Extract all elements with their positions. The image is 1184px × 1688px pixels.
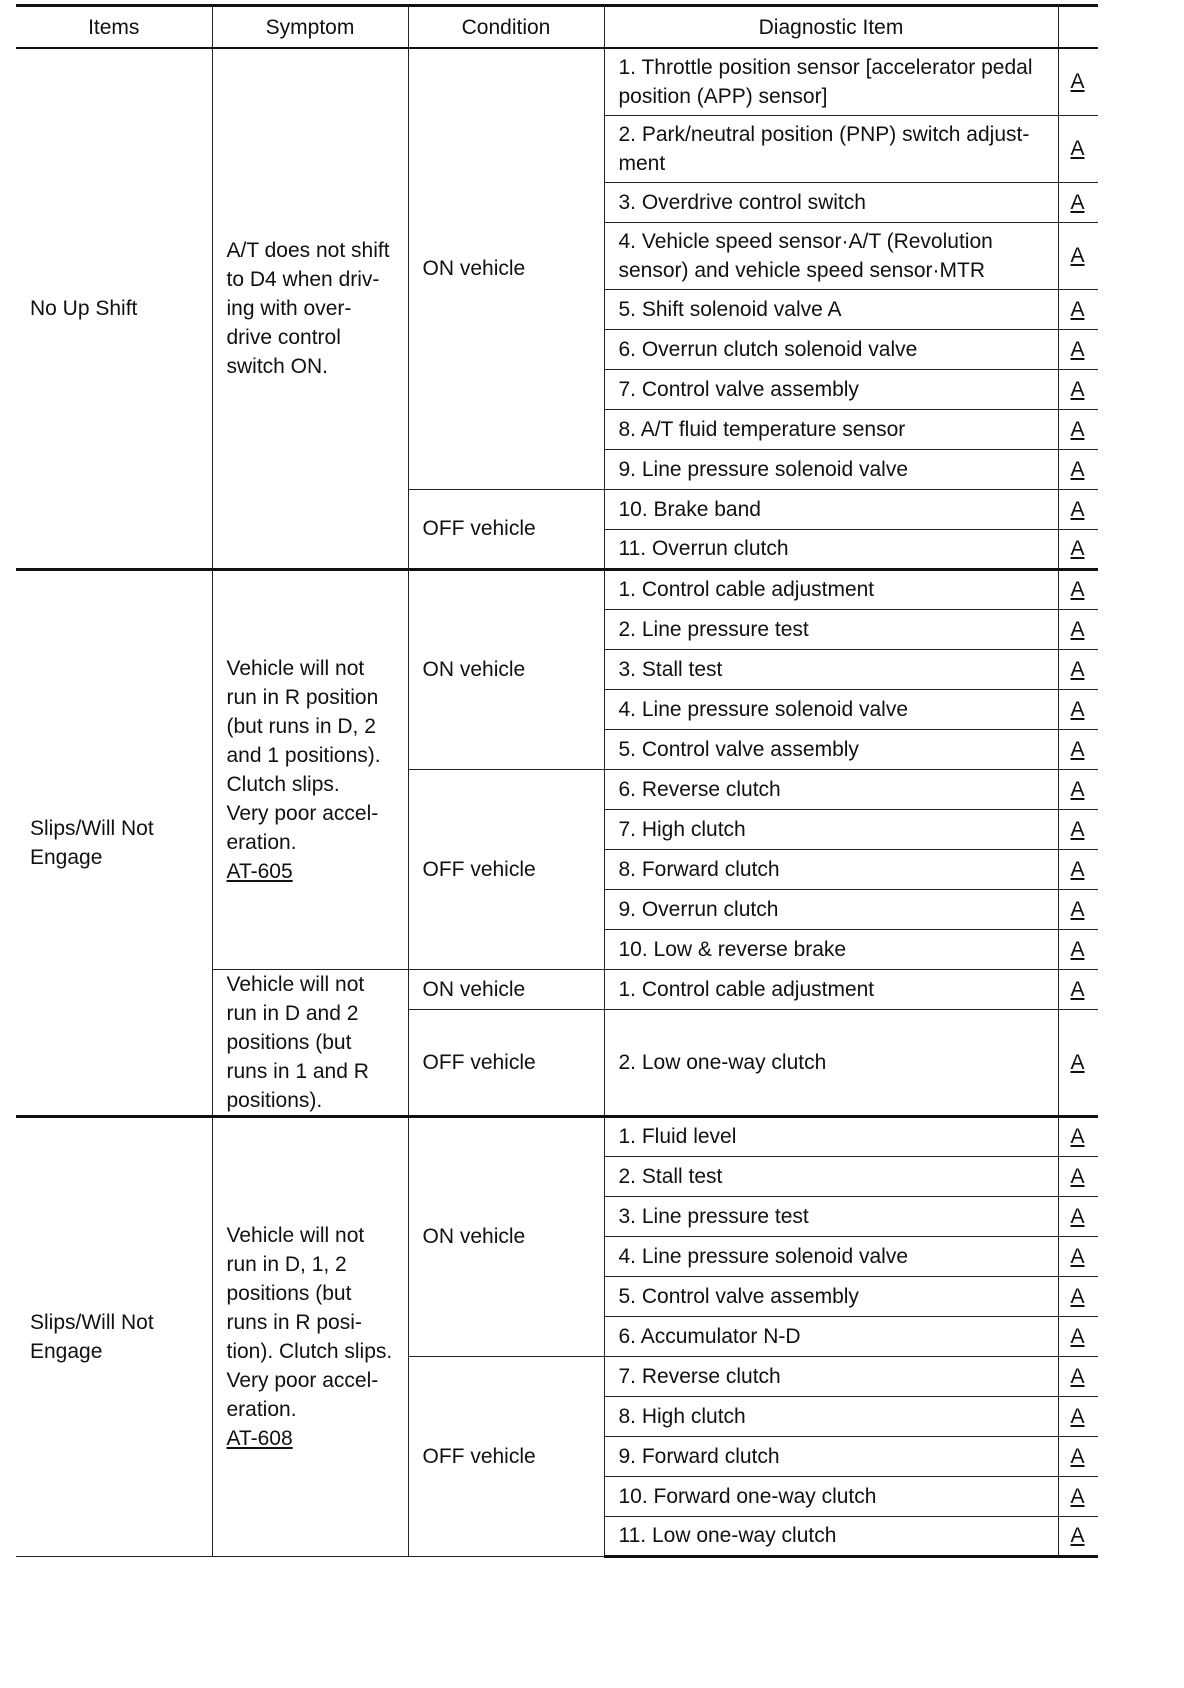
reference-link-cell[interactable] (1058, 929, 1098, 969)
symptom-line: Very poor accel- (226, 1368, 379, 1392)
reference-link[interactable]: A (1070, 377, 1085, 401)
reference-link[interactable]: A (1070, 337, 1085, 361)
diagnostic-item: 1. Throttle position sensor [accelerator pedal position (APP) sensor] (604, 48, 1058, 115)
reference-link-cell[interactable] (1058, 1009, 1098, 1116)
diagnostic-item: 5. Control valve assembly (604, 1276, 1058, 1316)
reference-link[interactable]: A (1070, 137, 1085, 160)
reference-link-cell[interactable] (1058, 369, 1098, 409)
reference-link-cell[interactable] (1058, 889, 1098, 929)
reference-link-cell[interactable] (1058, 329, 1098, 369)
symptom-line: tion). Clutch slips. (226, 1339, 393, 1363)
header-symptom: Symptom (212, 6, 408, 49)
symptom-line: positions (but (226, 1030, 352, 1054)
reference-link[interactable]: A (1070, 190, 1085, 214)
diagnostic-item: 7. Control valve assembly (604, 369, 1058, 409)
reference-link-cell[interactable] (1058, 849, 1098, 889)
item-cell: Slips/Will Not Engage (16, 1116, 212, 1556)
reference-link-cell[interactable] (1058, 409, 1098, 449)
symptom-line: Vehicle will not (226, 972, 365, 996)
diagnostic-item: 6. Reverse clutch (604, 769, 1058, 809)
reference-link[interactable]: A (1070, 1050, 1085, 1074)
reference-link-cell[interactable] (1058, 649, 1098, 689)
reference-link-cell[interactable] (1058, 1476, 1098, 1516)
diagnostic-item: 9. Forward clutch (604, 1436, 1058, 1476)
reference-link[interactable]: A (1070, 1284, 1085, 1308)
diagnostic-item: 2. Line pressure test (604, 609, 1058, 649)
reference-link-cell[interactable] (1058, 1396, 1098, 1436)
condition-cell: ON vehicle (408, 1116, 604, 1356)
reference-link-cell[interactable] (1058, 1196, 1098, 1236)
diagnostic-item: 7. Reverse clutch (604, 1356, 1058, 1396)
reference-link-cell[interactable] (1058, 489, 1098, 529)
diagnostic-item: 11. Low one-way clutch (604, 1516, 1058, 1556)
diagnostic-item: 6. Accumulator N-D (604, 1316, 1058, 1356)
reference-link[interactable]: A (1070, 1204, 1085, 1228)
reference-link-cell[interactable] (1058, 809, 1098, 849)
diagnostic-item: 4. Line pressure solenoid valve (604, 1236, 1058, 1276)
diagnostic-item: 1. Control cable adjustment (604, 969, 1058, 1009)
symptom-line: Vehicle will not (226, 656, 365, 680)
symptom-line: Very poor accel- (226, 801, 379, 825)
reference-link-cell[interactable] (1058, 115, 1098, 182)
condition-cell: ON vehicle (408, 969, 604, 1009)
condition-cell: OFF vehicle (408, 1009, 604, 1116)
reference-link[interactable]: A (1070, 457, 1085, 481)
reference-link[interactable]: A (1070, 617, 1085, 641)
reference-link-cell[interactable] (1058, 48, 1098, 115)
symptom-line: eration. (226, 1397, 297, 1421)
reference-link[interactable]: A (1070, 244, 1085, 267)
symptom-line: positions (but (226, 1281, 352, 1305)
diagnostic-item: 9. Overrun clutch (604, 889, 1058, 929)
reference-link[interactable]: A (1070, 497, 1085, 521)
symptom-cell (212, 48, 408, 569)
header-diagnostic-item: Diagnostic Item (604, 6, 1058, 49)
symptom-line: drive control (226, 325, 341, 349)
reference-link-cell[interactable] (1058, 1316, 1098, 1356)
symptom-line: run in D and 2 (226, 1001, 359, 1025)
diagnostic-item: 10. Forward one-way clutch (604, 1476, 1058, 1516)
condition-cell: ON vehicle (408, 569, 604, 769)
reference-link[interactable]: A (1070, 1524, 1085, 1547)
condition-cell: OFF vehicle (408, 489, 604, 569)
header-items: Items (16, 6, 212, 49)
reference-link-cell[interactable] (1058, 689, 1098, 729)
symptom-reference-link[interactable]: AT-605 (226, 859, 293, 883)
reference-link[interactable]: A (1070, 1164, 1085, 1188)
reference-link[interactable]: A (1070, 1484, 1085, 1508)
symptom-cell (212, 569, 408, 969)
diagnostic-item: 2. Low one-way clutch (604, 1009, 1058, 1116)
reference-link[interactable]: A (1070, 537, 1085, 560)
reference-link-cell[interactable] (1058, 1116, 1098, 1156)
reference-link[interactable]: A (1070, 897, 1085, 921)
diagnostic-item: 3. Line pressure test (604, 1196, 1058, 1236)
diagnostic-item: 9. Line pressure solenoid valve (604, 449, 1058, 489)
symptom-line: A/T does not shift (226, 238, 390, 262)
diagnostic-item: 3. Overdrive control switch (604, 182, 1058, 222)
table-row (16, 48, 1098, 115)
diagnostic-item: 2. Park/neutral position (PNP) switch adjust-ment (604, 115, 1058, 182)
reference-link[interactable]: A (1070, 817, 1085, 841)
symptom-line: and 1 positions). (226, 743, 381, 767)
diagnostic-item: 10. Low & reverse brake (604, 929, 1058, 969)
symptom-line: Clutch slips. (226, 772, 340, 796)
reference-link[interactable]: A (1070, 1125, 1085, 1148)
reference-link[interactable]: A (1070, 657, 1085, 681)
symptom-line: to D4 when driv- (226, 267, 380, 291)
symptom-line: ing with over- (226, 296, 352, 320)
reference-link-cell[interactable] (1058, 729, 1098, 769)
diagnosis-table (16, 4, 1098, 1558)
diagnostic-item: 2. Stall test (604, 1156, 1058, 1196)
condition-cell: OFF vehicle (408, 1356, 604, 1556)
diagnostic-item: 7. High clutch (604, 809, 1058, 849)
reference-link[interactable]: A (1070, 297, 1085, 321)
diagnostic-item: 8. High clutch (604, 1396, 1058, 1436)
diagnostic-item: 4. Vehicle speed sensor·A/T (Revolution sensor) and vehicle speed sensor·MTR (604, 222, 1058, 289)
reference-link-cell[interactable] (1058, 449, 1098, 489)
reference-link-cell[interactable] (1058, 569, 1098, 609)
symptom-line: runs in R posi- (226, 1310, 362, 1334)
diagnostic-item: 8. A/T fluid temperature sensor (604, 409, 1058, 449)
reference-link-cell[interactable] (1058, 969, 1098, 1009)
symptom-line: (but runs in D, 2 (226, 714, 376, 738)
symptom-cell (212, 969, 408, 1116)
reference-link-cell[interactable] (1058, 1276, 1098, 1316)
header-condition: Condition (408, 6, 604, 49)
symptom-line: run in R position (226, 685, 379, 709)
header-row (16, 6, 1098, 49)
reference-link[interactable]: A (1070, 1364, 1085, 1388)
table-row (16, 1116, 1098, 1156)
reference-link-cell[interactable] (1058, 1236, 1098, 1276)
reference-link-cell[interactable] (1058, 1436, 1098, 1476)
reference-link-cell[interactable] (1058, 1156, 1098, 1196)
reference-link[interactable]: A (1070, 737, 1085, 761)
diagnostic-item: 5. Shift solenoid valve A (604, 289, 1058, 329)
diagnostic-item: 5. Control valve assembly (604, 729, 1058, 769)
reference-link[interactable]: A (1070, 937, 1085, 961)
reference-link[interactable]: A (1070, 1324, 1085, 1348)
reference-link-cell[interactable] (1058, 529, 1098, 569)
diagnostic-item: 3. Stall test (604, 649, 1058, 689)
condition-cell: OFF vehicle (408, 769, 604, 969)
condition-cell: ON vehicle (408, 48, 604, 489)
diagnostic-item: 1. Control cable adjustment (604, 569, 1058, 609)
reference-link[interactable]: A (1070, 578, 1085, 601)
diagnostic-item: 8. Forward clutch (604, 849, 1058, 889)
symptom-line: run in D, 1, 2 (226, 1252, 347, 1276)
reference-link-cell[interactable] (1058, 1356, 1098, 1396)
item-cell: Slips/Will Not Engage (16, 569, 212, 1116)
symptom-line: Vehicle will not (226, 1223, 365, 1247)
symptom-line: positions). (226, 1088, 323, 1112)
reference-link-cell[interactable] (1058, 182, 1098, 222)
reference-link[interactable]: A (1070, 697, 1085, 721)
reference-link-cell[interactable] (1058, 289, 1098, 329)
reference-link[interactable]: A (1070, 417, 1085, 441)
diagnostic-item: 1. Fluid level (604, 1116, 1058, 1156)
reference-link[interactable]: A (1070, 70, 1085, 94)
reference-link[interactable]: A (1070, 777, 1085, 801)
reference-link-cell[interactable] (1058, 769, 1098, 809)
symptom-cell (212, 1116, 408, 1556)
diagnostic-item: 11. Overrun clutch (604, 529, 1058, 569)
symptom-reference-link[interactable]: AT-608 (226, 1426, 293, 1450)
diagnostic-item: 10. Brake band (604, 489, 1058, 529)
symptom-line: runs in 1 and R (226, 1059, 369, 1083)
reference-link[interactable]: A (1070, 857, 1085, 881)
symptom-line: switch ON. (226, 354, 329, 378)
reference-link[interactable]: A (1070, 1244, 1085, 1268)
diagnostic-item: 6. Overrun clutch solenoid valve (604, 329, 1058, 369)
header-reference (1058, 6, 1098, 49)
reference-link-cell[interactable] (1058, 222, 1098, 289)
reference-link[interactable]: A (1070, 1444, 1085, 1468)
reference-link-cell[interactable] (1058, 609, 1098, 649)
item-cell: No Up Shift (16, 48, 212, 569)
reference-link-cell[interactable] (1058, 1516, 1098, 1556)
symptom-line: eration. (226, 830, 297, 854)
table-row (16, 569, 1098, 609)
diagnostic-item: 4. Line pressure solenoid valve (604, 689, 1058, 729)
reference-link[interactable]: A (1070, 1404, 1085, 1428)
reference-link[interactable]: A (1070, 977, 1085, 1001)
